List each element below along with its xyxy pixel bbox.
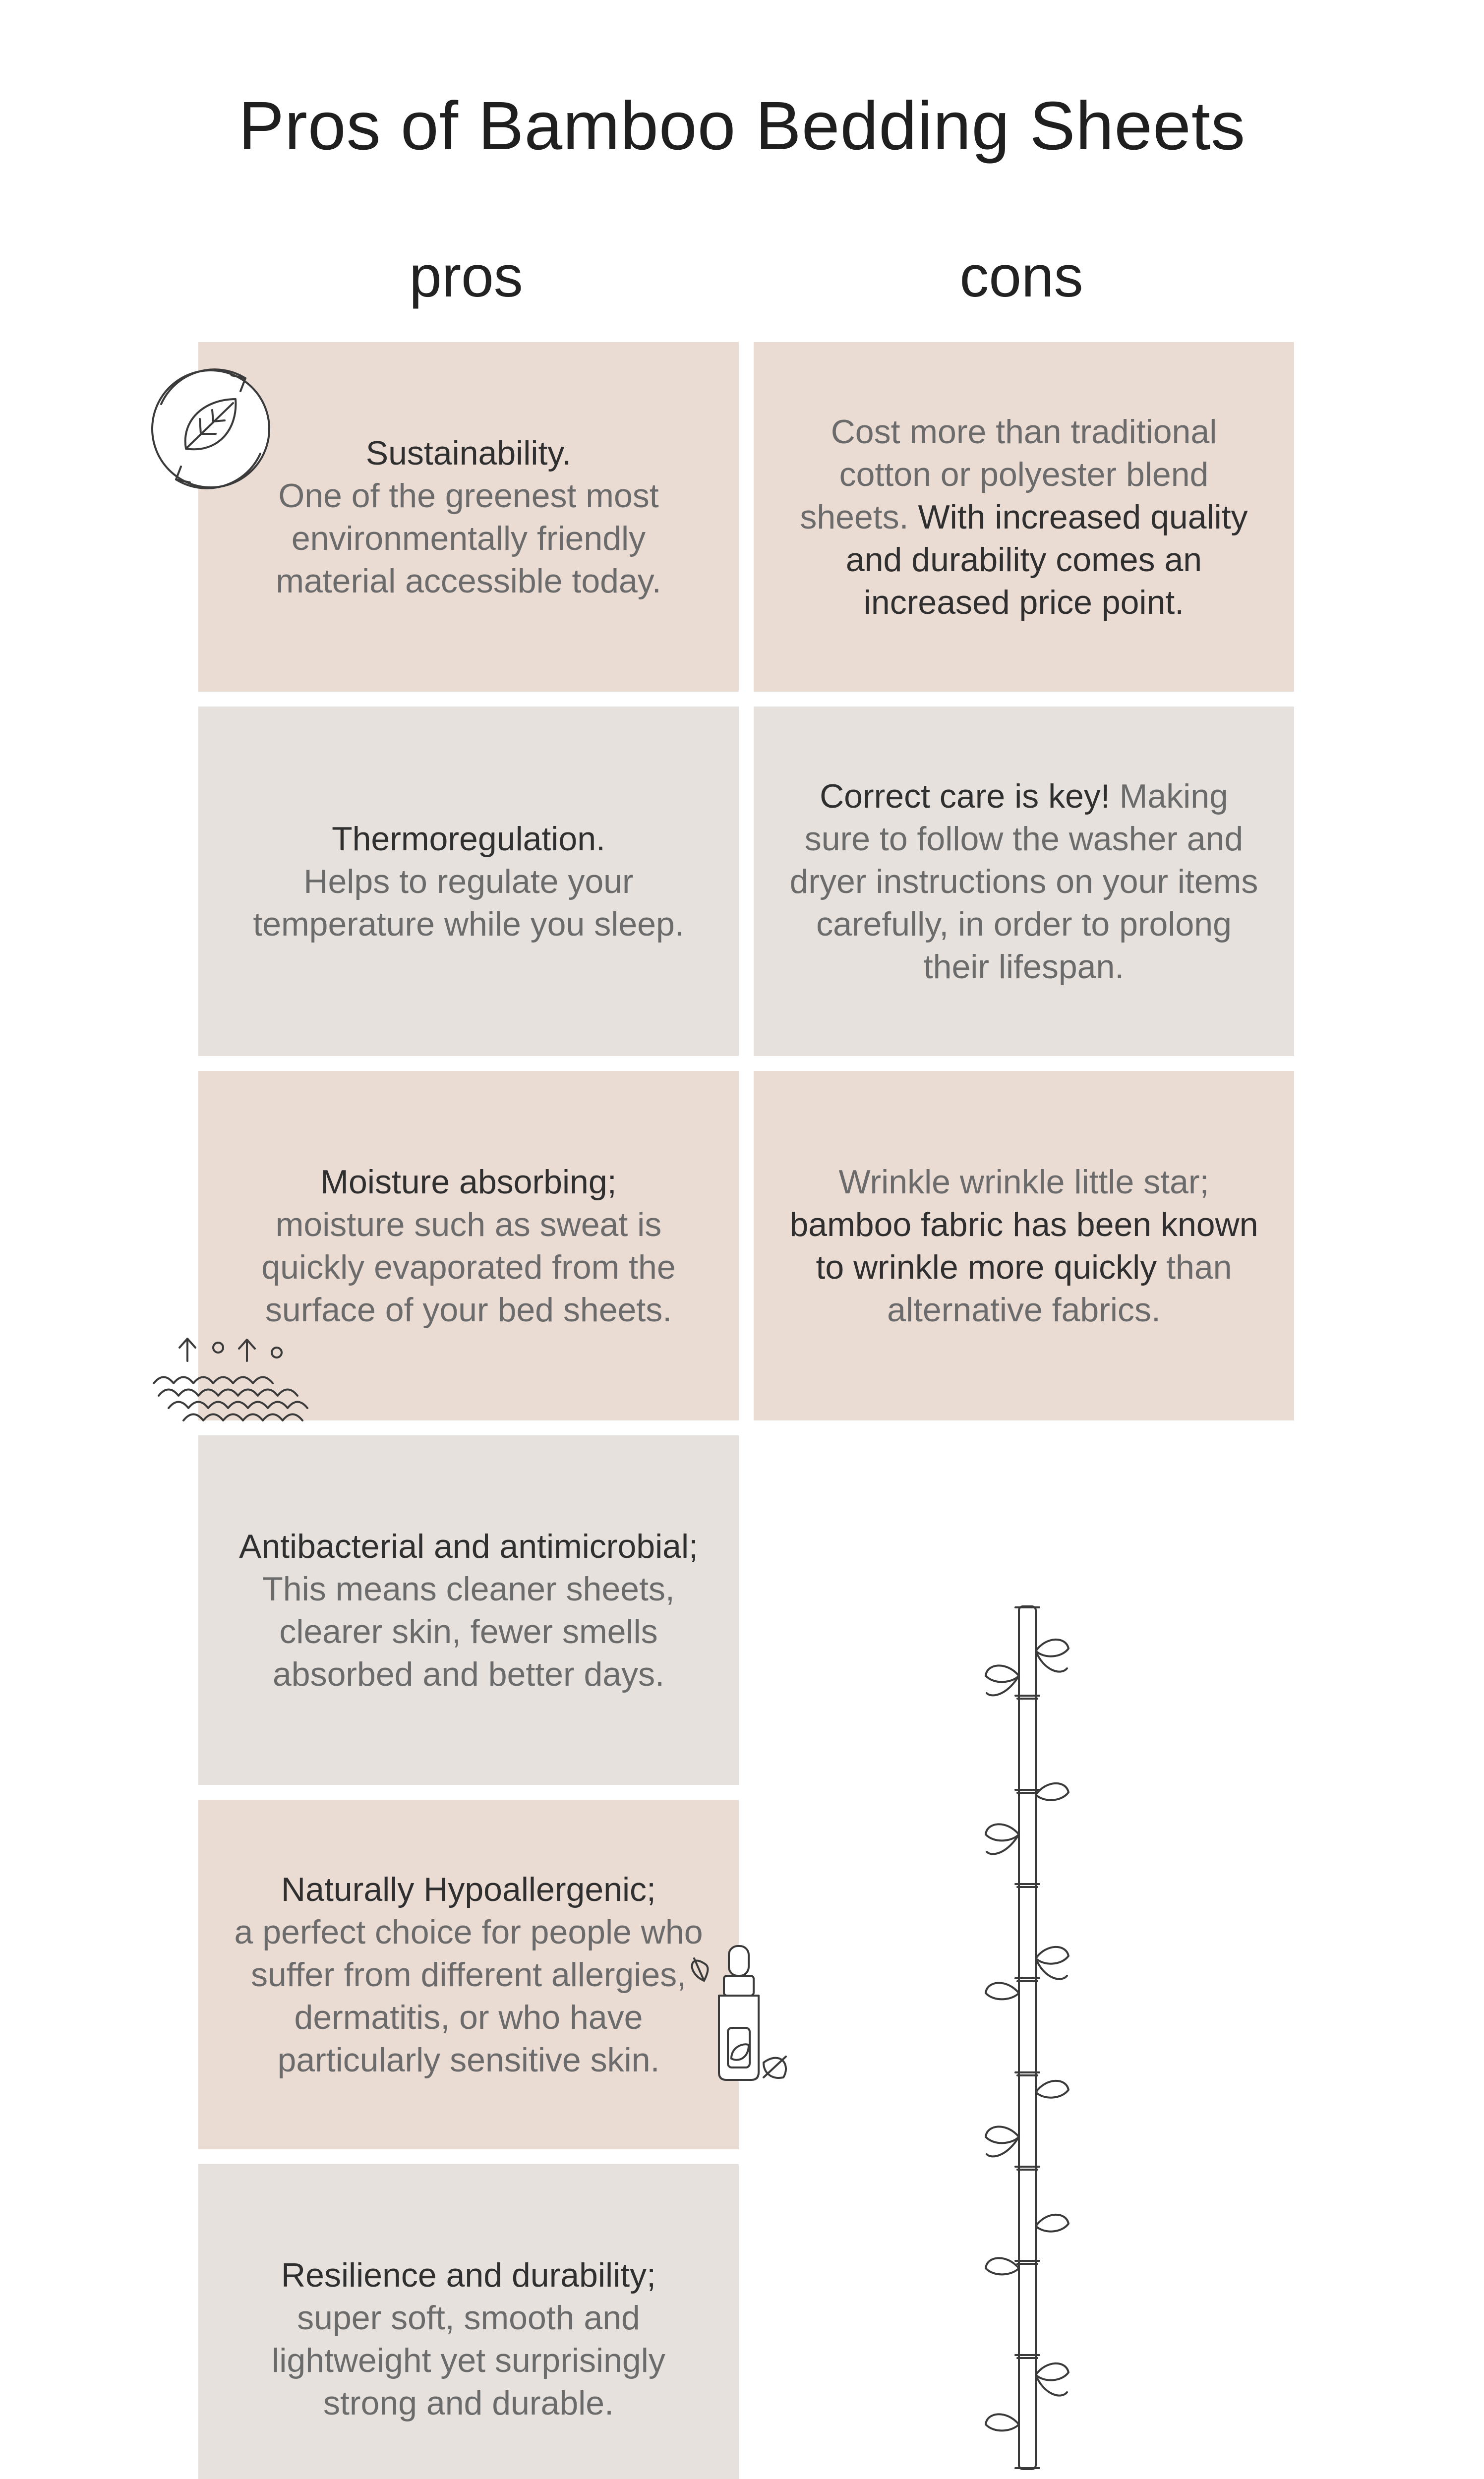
moisture-fabric-icon	[149, 1334, 352, 1428]
pro-body: One of the greenest most environmentally friendly material accessible today.	[276, 476, 661, 600]
con-strong: bamboo fabric has been known to wrinkle more quickly	[789, 1205, 1258, 1286]
pro-card-antibacterial	[198, 1435, 739, 1785]
bamboo-stalk-illustration	[957, 1601, 1096, 2474]
con-pre: Cost more than traditional cotton or polyester blend sheets.	[800, 413, 1217, 536]
pro-lead: Antibacterial and antimicrobial;	[238, 1527, 699, 1565]
pros-column-heading: pros	[409, 244, 523, 309]
recycle-leaf-icon	[146, 364, 275, 493]
con-card-wrinkle	[754, 1071, 1294, 1420]
con-pre: Wrinkle wrinkle little star;	[838, 1163, 1209, 1201]
con-card-cost	[754, 342, 1294, 692]
con-post: Making sure to follow the washer and dryer instructions on your items carefully, in order to prolong their lifespan.	[789, 777, 1258, 986]
pro-lead: Resilience and durability;	[281, 2256, 656, 2294]
pro-body: super soft, smooth and lightweight yet surprisingly strong and durable.	[272, 2299, 665, 2422]
oil-dropper-bottle-icon	[684, 1944, 793, 2087]
pro-body: moisture such as sweat is quickly evaporated from the surface of your bed sheets.	[261, 1205, 676, 1329]
con-strong: Correct care is key!	[820, 777, 1110, 815]
pro-body: This means cleaner sheets, clearer skin, fewer smells absorbed and better days.	[262, 1570, 675, 1693]
cons-column-heading: cons	[959, 244, 1083, 309]
pro-lead: Moisture absorbing;	[320, 1163, 617, 1201]
pro-card-thermoregulation	[198, 707, 739, 1056]
page-title: Pros of Bamboo Bedding Sheets	[238, 88, 1246, 164]
pro-lead: Sustainability.	[365, 434, 572, 472]
con-card-care	[754, 707, 1294, 1056]
pro-card-hypoallergenic	[198, 1800, 739, 2149]
pro-lead: Naturally Hypoallergenic;	[281, 1870, 656, 1908]
con-strong: With increased quality and durability comes an increased price point.	[845, 498, 1248, 621]
con-post: than alternative fabrics.	[887, 1248, 1232, 1329]
pro-body: a perfect choice for people who suffer from different allergies, dermatitis, or who have particularly sensitive skin.	[234, 1913, 703, 2079]
pro-body: Helps to regulate your temperature while you sleep.	[253, 862, 684, 943]
pro-card-sustainability	[198, 342, 739, 692]
pro-card-resilience	[198, 2164, 739, 2479]
pro-lead: Thermoregulation.	[332, 820, 605, 858]
